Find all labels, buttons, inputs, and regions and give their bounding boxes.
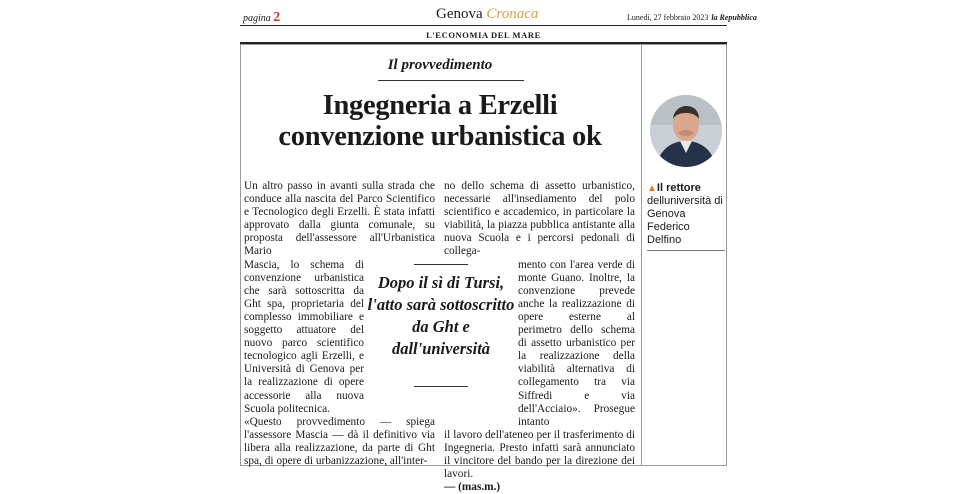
- city-name: Genova: [436, 6, 483, 22]
- headline-line-1: Ingegneria a Erzelli: [322, 90, 558, 121]
- caption-rule: [647, 250, 725, 251]
- section-name: Cronaca: [486, 6, 539, 22]
- article-signature: — (mas.m.): [444, 481, 501, 494]
- header-rule: [240, 25, 727, 26]
- article-kicker: Il provvedimento: [387, 57, 493, 73]
- pullquote-rule-bottom: [414, 386, 468, 387]
- column-2-middle: mento con l'area verde di monte Guano. Inoltre, la convenzione prevede anche la realizzazione di opere esterne al perimetro dello schema di assetto urbanistico per la realizzazione della viabilità alternativa di collegamento tra via Siffredi e via dell'Acciaio». Prosegue intanto: [518, 258, 635, 428]
- column-2-bottom: il lavoro dell'ateneo per il trasferimento di Ingegneria. Presto infatti sarà annunciato il vincitore del bando per la direzione dei lavori.: [444, 428, 635, 481]
- triangle-icon: ▲: [647, 183, 657, 194]
- photo-caption: [647, 182, 727, 247]
- pullquote-rule-top: [414, 264, 468, 265]
- issue-date: [627, 13, 757, 22]
- column-2-top: no dello schema di assetto urbanistico, necessarie all'insediamento del polo scientifico e accademico, in particolare la viabilità, la piazza pubblica antistante alla nuova Scuola e i percorsi pedonali di collega-: [444, 180, 635, 258]
- page-prefix: pagina: [243, 13, 271, 24]
- newspaper-name: la Repubblica: [711, 13, 757, 22]
- sidebar-divider: [641, 44, 642, 466]
- portrait-icon: [650, 95, 722, 167]
- headline-line-2: convenzione urbanistica ok: [278, 121, 602, 152]
- pull-quote: Dopo il sì di Tursi, l'atto sarà sottoscritto da Ght e dall'università: [367, 273, 515, 358]
- column-1-bottom: «Questo provvedimento — spiega l'assessore Mascia — dà il definitivo via libera alla realizzazione, da parte di Ght spa, di opere di urbanizzazione, all'inter-: [244, 415, 435, 467]
- topic-band: L'ECONOMIA DEL MARE: [426, 30, 541, 40]
- date-text: Lunedì, 27 febbraio 2023: [627, 13, 709, 22]
- page-number: 2: [273, 10, 281, 25]
- column-1-middle: Mascia, lo schema di convenzione urbanistica che sarà sottoscritta da Ght spa, proprietaria del complesso immobiliare e soggetto attuatore del nuovo parco scientifico tecnologico agli Erzelli, e Università di Genova per la realizzazione di opere accessorie alla nuova Scuola politecnica.: [244, 258, 364, 415]
- kicker-rule: [378, 80, 524, 81]
- caption-title: Il rettore: [656, 182, 701, 194]
- portrait-photo: [650, 95, 722, 167]
- section-title: [436, 6, 538, 23]
- column-1-top: Un altro passo in avanti sulla strada che conduce alla nascita del Parco Scientifico e Tecnologico degli Erzelli. È stata infatti approvato dalla giunta comunale, su proposta dell'assessore all'Urbanistica Mario: [244, 180, 435, 258]
- caption-text: delluniversità di Genova Federico Delfino: [647, 195, 723, 246]
- article-headline: [240, 90, 640, 152]
- page-label: [243, 10, 280, 26]
